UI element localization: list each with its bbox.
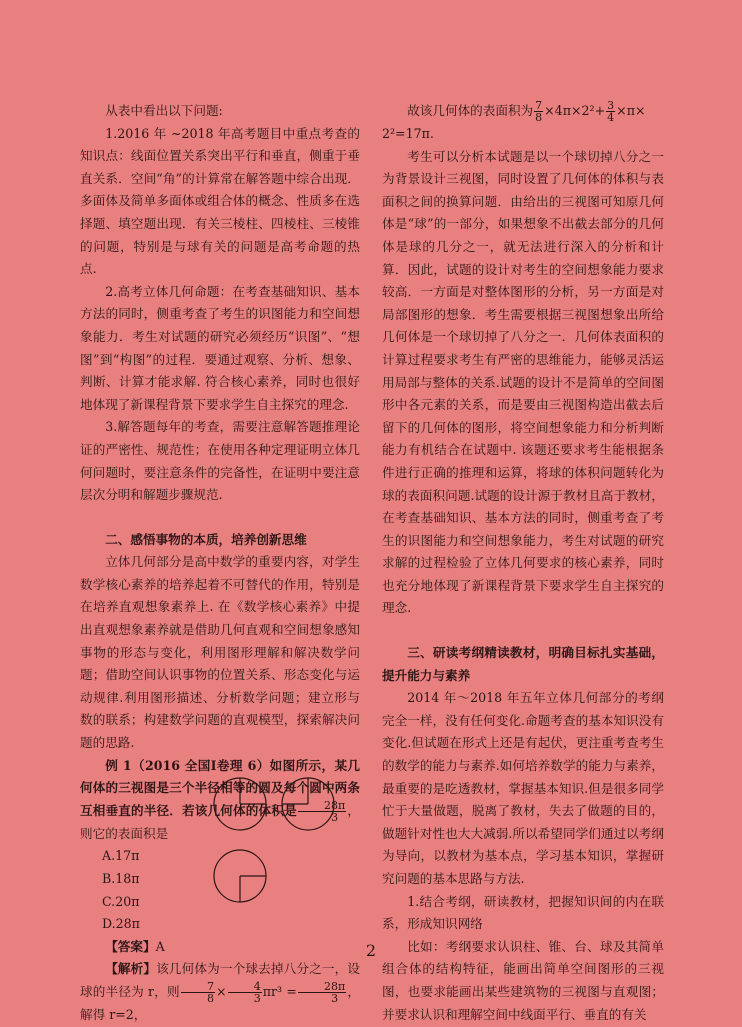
point-2-paragraph: 2.高考立体几何命题：在考查基础知识、基本方法的同时，侧重考查了考生的识图能力和空间想象能力．考生对试题的研究必须经历“识图”、“想图”到“构图”的过程．要通过观察、分析、想象、判断、计算才能求解. 符合核心素养，同时也很好地体现了新课程背景下要求学生自主探究的理念.: [80, 283, 360, 412]
analysis-label: 【解析】: [105, 961, 157, 977]
point-3-paragraph: 3.解答题每年的考查，需要注意解答题推理论证的严密性、规范性；在使用各种定理证明立体几何问题时，要注意条件的完备性，在证明中要注意层次分明和解题步骤规范.: [80, 419, 360, 503]
option-d: D.28π: [102, 916, 140, 932]
volume-fraction: $\frac{28\pi}{3}$: [298, 800, 346, 823]
option-b: B.18π: [102, 871, 140, 886]
page-number: 2: [365, 941, 377, 960]
subsection-1-paragraph: 比如：考纲要求认识柱、锥、台、球及其简单组合体的结构特征，能画出简单空间图形的三视图，也要求能画出某些建筑物的三视图与直观图；并要求认识和理解空间中线面平行、垂直的有关: [382, 938, 664, 1022]
answer-value: A: [155, 938, 165, 954]
right-column: [382, 100, 664, 1026]
surface-area-line: 故该几何体的表面积为 $\frac{7}{8}$ ×4π×2²+ $\frac{3}{4}$ ×π×: [407, 99, 646, 124]
intro-paragraph: 从表中看出以下问题:: [105, 103, 223, 118]
subsection-1-heading: 1.结合考纲，研读教材，把握知识间的内在联系，形成知识网络: [382, 893, 664, 932]
fraction-7-8-sa: $\frac{7}{8}$: [535, 99, 543, 124]
example-1-text: 例 1（2016 全国Ⅰ卷理 6）如图所示，某几何体的三视图是三个半径相等的圆及每个圆中两条互相垂直的半径．若该几何体的体积是: [80, 757, 360, 818]
section-2-paragraph: 立体几何部分是高中数学的重要内容，对学生数学核心素养的培养起着不可替代的作用，特别是在培养直观想象素养上. 在《数学核心素养》中提出直观想象素养就是借助几何直观和空间想象感知事物的形态与变化，利用图形理解和解决数学问题；借助空间认识事物的位置关系、形态变化与运动规律.利用图形描述、分析数学问题；建立形与数的联系；构建数学问题的直观模型，探索解决问题的思路.: [80, 554, 360, 751]
section-2-heading: 二、感悟事物的本质，培养创新思维: [105, 531, 307, 547]
fraction-28pi-3: $\frac{28\pi}{3}$: [298, 981, 346, 1004]
answer-label: 【答案】: [105, 938, 156, 954]
fraction-3-4-sa: $\frac{3}{4}$: [607, 99, 615, 124]
analysis-paragraph: 【解析】该几何体为一个球去掉八分之一，设球的半径为 r，则 $\frac{7}{8}$ × $\frac{4}{3}$ πr³ = $\frac{28\pi}{3}$ ，解得 r=2，: [80, 961, 361, 1022]
option-c: C.20π: [102, 893, 140, 909]
analysis-discussion-paragraph: 考生可以分析本试题是以一个球切掉八分之一为背景设计三视图，同时设置了几何体的体积与表面积之间的换算问题．由给出的三视图可知原几何体是“球”的一部分，如果想象不出截去部分的几何体是球的几分之一，就无法进行深入的分析和计算．因此，试题的设计对考生的空间想象能力要求较高．一方面是对整体图形的分析，另一方面是对局部图形的想象．考生需要根据三视图想象出所给几何体是一个球切掉了八分之一．几何体表面积的计算过程要求考生有严密的思维能力，能够灵活运用局部与整体的关系.试题的设计不是简单的空间图形中各元素的关系，而是要由三视图构造出截去后留下的几何体的图形，将空间想象能力和分析判断能力有机结合在试题中. 该题还要求考生能根据条件进行正确的推理和运算，将球的体积问题转化为球的表面积问题.试题的设计源于教材且高于教材，在考查基础知识、基本方法的同时，侧重考查了考生的识图能力和空间想象能力，考生对试题的研究求解的过程检验了立体几何要求的核心素养，同时也充分地体现了新课程背景下要求学生自主探究的理念.: [382, 148, 664, 616]
surface-area-result: 2²=17π.: [382, 126, 434, 141]
fraction-4-3: $\frac{4}{3}$: [228, 981, 262, 1004]
option-a: A.17π: [102, 848, 140, 864]
fraction-7-8: $\frac{7}{8}$: [181, 981, 215, 1004]
three-view-figure: [212, 776, 336, 906]
point-1-paragraph: 1.2016 年 ~2018 年高考题目中重点考查的知识点：线面位置关系突出平行和垂直，侧重于垂直关系．空间“角”的计算常在解答题中综合出现．多面体及简单多面体或组合体的概念、性质多在选择题、填空题出现．有关三棱柱、四棱柱、三棱锥的问题，特别是与球有关的问题是高考命题的热点.: [80, 125, 360, 277]
example-1-tail: ，则它的表面积是: [80, 802, 361, 841]
section-3-paragraph: 2014 年～2018 年五年立体几何部分的考纲完全一样，没有任何变化.命题考查的基本知识没有变化.但试题在形式上还是有起伏，更注重考查考生的数学的能力与素养.如何培养数学的能力与素养，最重要的是吃透教材，掌握基本知识.但是很多同学忙于大量做题，脱离了教材，失去了做题的目的，做题针对性也大大减弱.所以希望同学们通过以考纲为导向，以教材为基本点，学习基本知识，掌握研究问题的基本思路与方法.: [382, 690, 664, 886]
section-3-heading: 三、研读考纲精读教材，明确目标扎实基础，提升能力与素养: [382, 645, 664, 683]
